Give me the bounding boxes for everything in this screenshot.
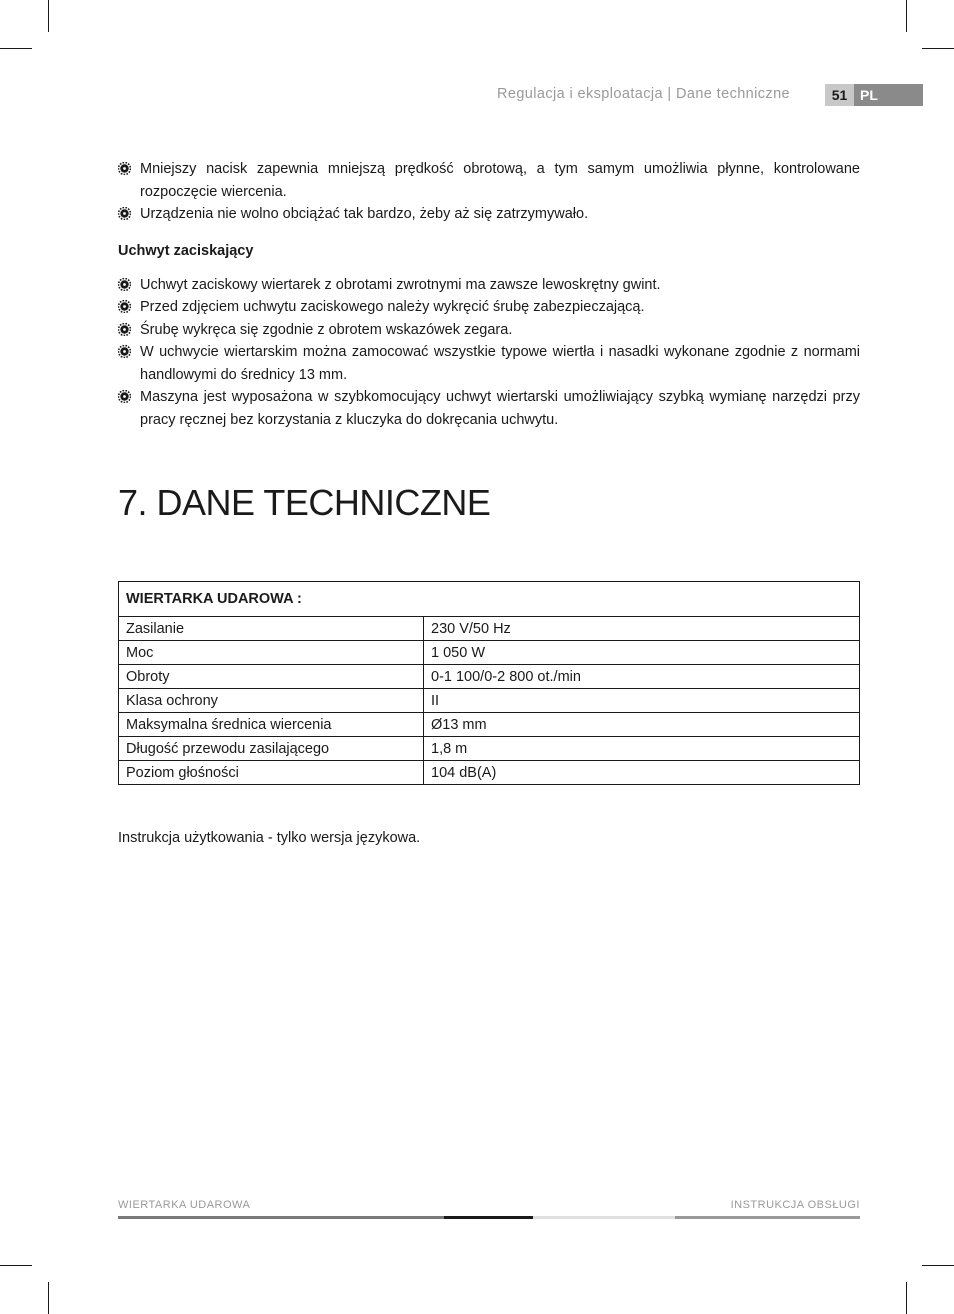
footer-bar-segment	[444, 1216, 533, 1219]
gear-bullet-icon	[118, 207, 131, 220]
footer-product-name: WIERTARKA UDAROWA	[118, 1199, 251, 1211]
section-heading: Uchwyt zaciskający	[118, 242, 254, 259]
spec-label: Zasilanie	[119, 617, 424, 641]
crop-mark	[906, 1282, 907, 1314]
list-item	[118, 158, 860, 203]
spec-value: 1 050 W	[424, 641, 860, 665]
crop-mark	[906, 0, 907, 32]
spec-value: 1,8 m	[424, 737, 860, 761]
table-row	[119, 761, 860, 785]
page-number: 51	[825, 84, 854, 106]
spec-label: Poziom głośności	[119, 761, 424, 785]
gear-bullet-icon	[118, 323, 131, 336]
table-header: WIERTARKA UDAROWA :	[119, 582, 860, 617]
footer-bar-segment	[118, 1216, 444, 1219]
crop-mark	[922, 48, 954, 49]
bullet-text: W uchwycie wiertarskim można zamocować wszystkie typowe wiertła i nasadki wykonane zgodnie z normami handlowymi do średnicy 13 mm.	[140, 344, 860, 383]
bullet-text: Urządzenia nie wolno obciążać tak bardzo, żeby aż się zatrzymywało.	[140, 206, 589, 222]
crop-mark	[0, 48, 32, 49]
spec-value: 104 dB(A)	[424, 761, 860, 785]
spec-label: Klasa ochrony	[119, 689, 424, 713]
intro-bullet-list	[118, 158, 860, 226]
bullet-text: Uchwyt zaciskowy wiertarek z obrotami zwrotnymi ma zawsze lewoskrętny gwint.	[140, 276, 661, 293]
table-row	[119, 617, 860, 641]
crop-mark	[922, 1265, 954, 1266]
gear-bullet-icon	[118, 278, 131, 291]
list-item	[118, 341, 860, 386]
list-item	[118, 203, 860, 226]
spec-table	[118, 581, 860, 785]
spec-value: 0-1 100/0-2 800 ot./min	[424, 665, 860, 689]
page-badge	[825, 84, 923, 106]
table-row	[119, 641, 860, 665]
spec-value: 230 V/50 Hz	[424, 617, 860, 641]
spec-label: Obroty	[119, 665, 424, 689]
footer-doc-type: INSTRUKCJA OBSŁUGI	[730, 1199, 860, 1211]
table-row	[119, 737, 860, 761]
spec-label: Moc	[119, 641, 424, 665]
spec-label: Maksymalna średnica wiercenia	[119, 713, 424, 737]
gear-bullet-icon	[118, 345, 131, 358]
bullet-text: Mniejszy nacisk zapewnia mniejszą prędkość obrotową, a tym samym umożliwia płynne, kontrolowane rozpoczęcie wiercenia.	[140, 161, 860, 200]
bullet-text: Śrubę wykręca się zgodnie z obrotem wskazówek zegara.	[140, 321, 513, 338]
footer-bar-segment	[533, 1216, 675, 1219]
bullet-text: Maszyna jest wyposażona w szybkomocujący uchwyt wiertarski umożliwiający szybką wymianę narzędzi przy pracy ręcznej bez korzystania z kluczyka do dokręcania uchwytu.	[140, 389, 860, 428]
crop-mark	[0, 1265, 32, 1266]
page-content	[118, 158, 860, 846]
language-note: Instrukcja użytkowania - tylko wersja językowa.	[118, 830, 421, 846]
chapter-title: 7. DANE TECHNICZNE	[118, 482, 491, 523]
list-item	[118, 296, 860, 319]
crop-mark	[48, 0, 49, 32]
running-header: Regulacja i eksploatacja | Dane techniczne	[496, 86, 790, 102]
crop-mark	[48, 1282, 49, 1314]
gear-bullet-icon	[118, 162, 131, 175]
footer-bar-segment	[675, 1216, 860, 1219]
table-row	[119, 713, 860, 737]
list-item	[118, 319, 860, 342]
spec-value: II	[424, 689, 860, 713]
chuck-bullet-list	[118, 274, 860, 432]
spec-label: Długość przewodu zasilającego	[119, 737, 424, 761]
list-item	[118, 386, 860, 431]
table-header-row	[119, 582, 860, 617]
gear-bullet-icon	[118, 300, 131, 313]
list-item	[118, 274, 860, 297]
table-row	[119, 665, 860, 689]
bullet-text: Przed zdjęciem uchwytu zaciskowego należy wykręcić śrubę zabezpieczającą.	[140, 299, 645, 315]
table-row	[119, 689, 860, 713]
language-code: PL	[854, 84, 923, 106]
gear-bullet-icon	[118, 390, 131, 403]
spec-value: Ø13 mm	[424, 713, 860, 737]
